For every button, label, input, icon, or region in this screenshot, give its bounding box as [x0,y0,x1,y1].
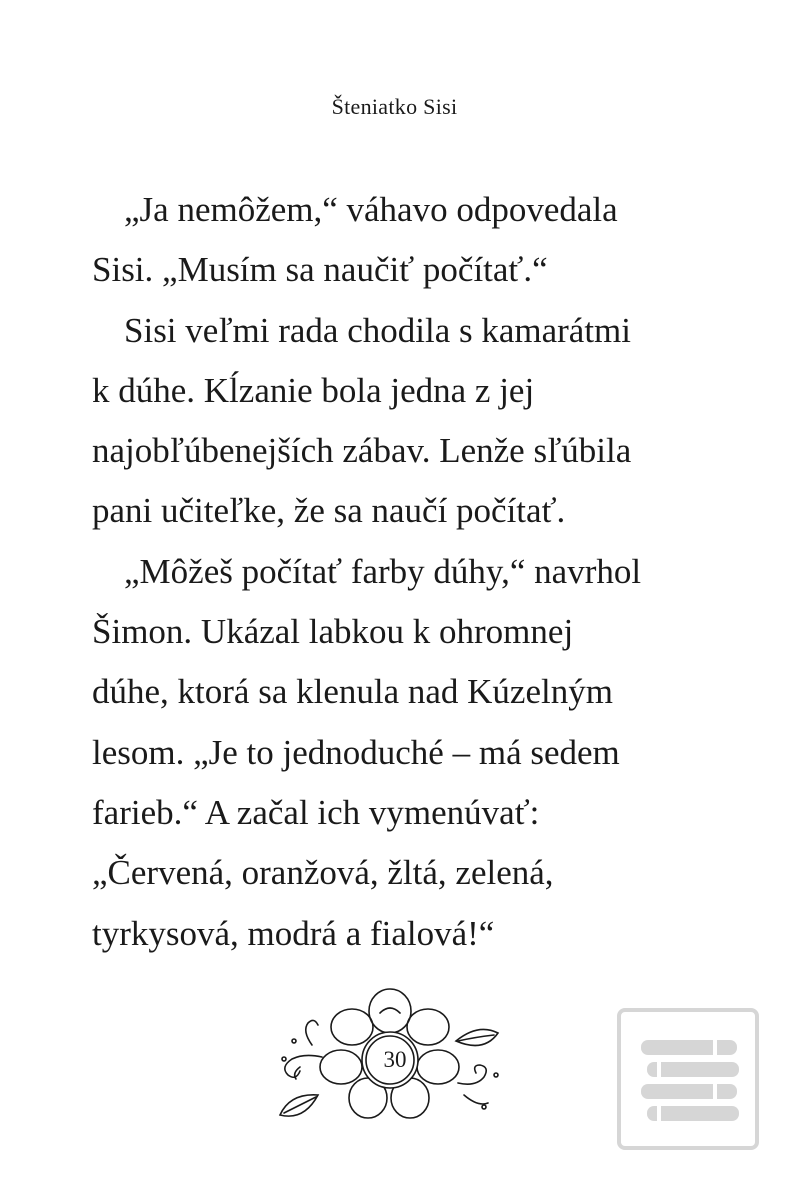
text-line: farieb.“ A začal ich vymenúvať: [92,792,540,832]
text-line: dúhe, ktorá sa klenula nad Kúzelným [92,672,613,712]
text-line: k dúhe. Kĺzanie bola jedna z jej [92,370,535,410]
text-line: tyrkysová, modrá a fialová!“ [92,913,495,953]
text-line: „Ja nemôžem,“ váhavo odpovedala [124,190,618,229]
text-line: pani učiteľke, že sa naučí počítať. [92,491,566,531]
body-text [92,180,732,964]
text-line: lesom. „Je to jednoduché – má sedem [92,732,620,772]
text-line: „Červená, oranžová, žltá, zelená, [92,853,554,893]
text-line: najobľúbenejších zábav. Lenže sľúbila [92,431,632,471]
text-line: Šimon. Ukázal labkou k ohromnej [92,612,574,652]
text-line: „Môžeš počítať farby dúhy,“ navrhol [124,551,642,591]
text-line: Sisi veľmi rada chodila s kamarátmi [124,310,632,350]
running-head: Šteniatko Sisi [331,94,458,119]
page-number: 30 [383,1047,407,1072]
text-line: Sisi. „Musím sa naučiť počítať.“ [92,250,548,290]
book-stack-watermark-icon [617,1008,759,1150]
